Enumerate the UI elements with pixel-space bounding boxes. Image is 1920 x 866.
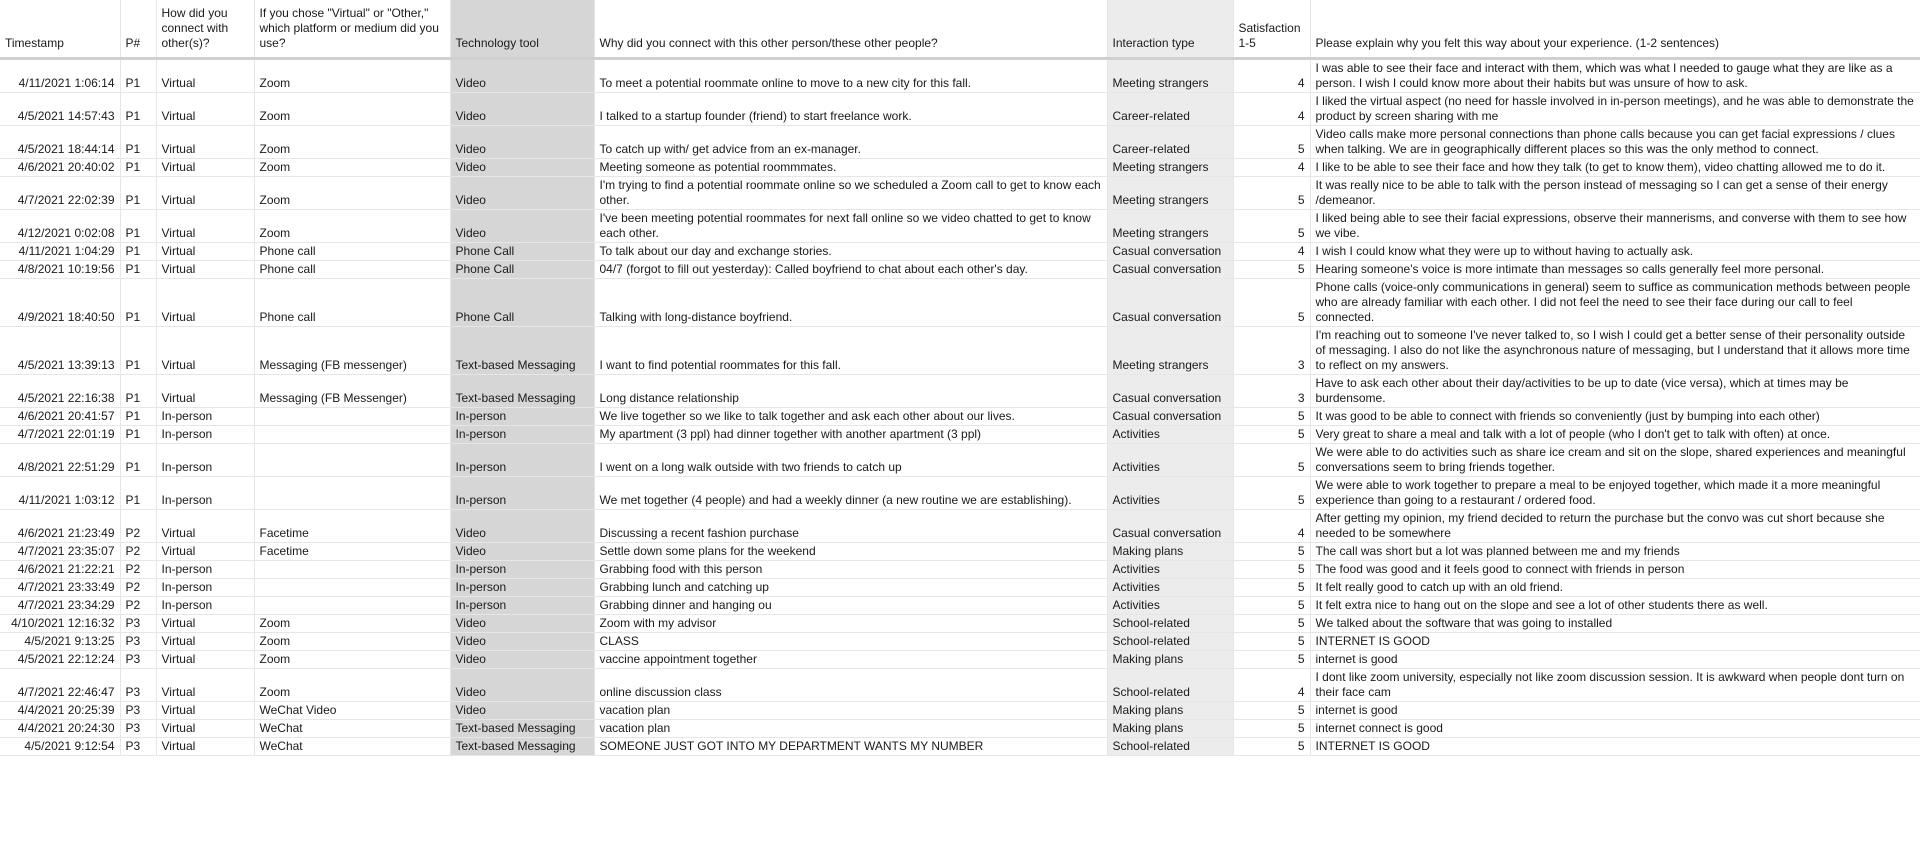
- cell-explain[interactable]: Video calls make more personal connections than phone calls because you can get facial expressions / clues when talking. We are in geographically different places so this was the only method to connect.: [1310, 126, 1920, 159]
- cell-timestamp[interactable]: 4/7/2021 22:02:39: [0, 177, 120, 210]
- table-row: [0, 444, 1920, 477]
- cell-interaction[interactable]: Casual conversation: [1107, 279, 1233, 327]
- header-timestamp[interactable]: Timestamp: [0, 0, 120, 59]
- cell-how[interactable]: Virtual: [156, 510, 254, 543]
- cell-satisfaction[interactable]: 4: [1233, 159, 1310, 177]
- table-row: [0, 126, 1920, 159]
- cell-tool[interactable]: In-person: [450, 444, 594, 477]
- table-row: [0, 633, 1920, 651]
- cell-participant[interactable]: P1: [120, 261, 156, 279]
- cell-why[interactable]: We met together (4 people) and had a weekly dinner (a new routine we are establishing).: [594, 477, 1107, 510]
- cell-how[interactable]: Virtual: [156, 633, 254, 651]
- cell-timestamp[interactable]: 4/8/2021 10:19:56: [0, 261, 120, 279]
- cell-how[interactable]: Virtual: [156, 651, 254, 669]
- cell-timestamp[interactable]: 4/5/2021 22:16:38: [0, 375, 120, 408]
- cell-participant[interactable]: P1: [120, 375, 156, 408]
- cell-how[interactable]: In-person: [156, 561, 254, 579]
- cell-participant[interactable]: P2: [120, 510, 156, 543]
- table-row: [0, 615, 1920, 633]
- cell-how[interactable]: Virtual: [156, 126, 254, 159]
- cell-satisfaction[interactable]: 4: [1233, 59, 1310, 93]
- cell-timestamp[interactable]: 4/11/2021 1:06:14: [0, 59, 120, 93]
- table-row: [0, 597, 1920, 615]
- cell-platform[interactable]: [254, 477, 450, 510]
- cell-how[interactable]: Virtual: [156, 243, 254, 261]
- cell-interaction[interactable]: Meeting strangers: [1107, 159, 1233, 177]
- cell-satisfaction[interactable]: 5: [1233, 543, 1310, 561]
- cell-explain[interactable]: I wish I could know what they were up to without having to actually ask.: [1310, 243, 1920, 261]
- cell-participant[interactable]: P1: [120, 177, 156, 210]
- cell-timestamp[interactable]: 4/4/2021 20:25:39: [0, 702, 120, 720]
- cell-timestamp[interactable]: 4/11/2021 1:04:29: [0, 243, 120, 261]
- cell-explain[interactable]: It felt really good to catch up with an old friend.: [1310, 579, 1920, 597]
- cell-how[interactable]: Virtual: [156, 279, 254, 327]
- cell-satisfaction[interactable]: 4: [1233, 243, 1310, 261]
- header-explain[interactable]: Please explain why you felt this way about your experience. (1-2 sentences): [1310, 0, 1920, 59]
- cell-why[interactable]: vacation plan: [594, 720, 1107, 738]
- cell-participant[interactable]: P1: [120, 426, 156, 444]
- cell-participant[interactable]: P1: [120, 444, 156, 477]
- cell-satisfaction[interactable]: 5: [1233, 633, 1310, 651]
- cell-platform[interactable]: [254, 561, 450, 579]
- cell-interaction[interactable]: Activities: [1107, 561, 1233, 579]
- cell-platform[interactable]: Messaging (FB messenger): [254, 327, 450, 375]
- cell-tool[interactable]: Video: [450, 669, 594, 702]
- cell-explain[interactable]: It was good to be able to connect with friends so conveniently (just by bumping into each other): [1310, 408, 1920, 426]
- cell-satisfaction[interactable]: 5: [1233, 279, 1310, 327]
- cell-interaction[interactable]: Making plans: [1107, 543, 1233, 561]
- header-platform[interactable]: If you chose "Virtual" or "Other," which platform or medium did you use?: [254, 0, 450, 59]
- cell-interaction[interactable]: Casual conversation: [1107, 375, 1233, 408]
- cell-interaction[interactable]: Meeting strangers: [1107, 59, 1233, 93]
- cell-how[interactable]: Virtual: [156, 177, 254, 210]
- table-row: [0, 279, 1920, 327]
- table-row: [0, 375, 1920, 408]
- cell-participant[interactable]: P3: [120, 720, 156, 738]
- cell-satisfaction[interactable]: 5: [1233, 444, 1310, 477]
- cell-timestamp[interactable]: 4/7/2021 23:34:29: [0, 597, 120, 615]
- cell-participant[interactable]: P3: [120, 738, 156, 756]
- cell-interaction[interactable]: School-related: [1107, 615, 1233, 633]
- cell-satisfaction[interactable]: 5: [1233, 615, 1310, 633]
- cell-satisfaction[interactable]: 3: [1233, 327, 1310, 375]
- cell-participant[interactable]: P3: [120, 669, 156, 702]
- table-row: [0, 543, 1920, 561]
- cell-satisfaction[interactable]: 4: [1233, 669, 1310, 702]
- cell-why[interactable]: online discussion class: [594, 669, 1107, 702]
- cell-satisfaction[interactable]: 5: [1233, 579, 1310, 597]
- cell-timestamp[interactable]: 4/8/2021 22:51:29: [0, 444, 120, 477]
- cell-participant[interactable]: P2: [120, 543, 156, 561]
- cell-platform[interactable]: Zoom: [254, 210, 450, 243]
- cell-interaction[interactable]: Activities: [1107, 444, 1233, 477]
- cell-explain[interactable]: I liked the virtual aspect (no need for hassle involved in in-person meetings), and he was able to demonstrate the product by screen sharing with me: [1310, 93, 1920, 126]
- cell-satisfaction[interactable]: 5: [1233, 177, 1310, 210]
- cell-timestamp[interactable]: 4/10/2021 12:16:32: [0, 615, 120, 633]
- header-participant[interactable]: P#: [120, 0, 156, 59]
- cell-timestamp[interactable]: 4/5/2021 22:12:24: [0, 651, 120, 669]
- table-row: [0, 408, 1920, 426]
- table-row: [0, 579, 1920, 597]
- cell-why[interactable]: I went on a long walk outside with two friends to catch up: [594, 444, 1107, 477]
- cell-how[interactable]: Virtual: [156, 738, 254, 756]
- cell-how[interactable]: Virtual: [156, 669, 254, 702]
- cell-tool[interactable]: Video: [450, 510, 594, 543]
- cell-tool[interactable]: In-person: [450, 597, 594, 615]
- cell-satisfaction[interactable]: 3: [1233, 375, 1310, 408]
- cell-timestamp[interactable]: 4/6/2021 21:23:49: [0, 510, 120, 543]
- cell-how[interactable]: In-person: [156, 426, 254, 444]
- cell-interaction[interactable]: Making plans: [1107, 702, 1233, 720]
- cell-interaction[interactable]: Activities: [1107, 579, 1233, 597]
- table-row: [0, 210, 1920, 243]
- cell-interaction[interactable]: Career-related: [1107, 126, 1233, 159]
- cell-how[interactable]: Virtual: [156, 159, 254, 177]
- table-row: [0, 243, 1920, 261]
- cell-platform[interactable]: Zoom: [254, 59, 450, 93]
- cell-platform[interactable]: Zoom: [254, 93, 450, 126]
- cell-why[interactable]: Grabbing lunch and catching up: [594, 579, 1107, 597]
- cell-participant[interactable]: P2: [120, 579, 156, 597]
- cell-how[interactable]: Virtual: [156, 702, 254, 720]
- cell-platform[interactable]: Zoom: [254, 669, 450, 702]
- cell-timestamp[interactable]: 4/6/2021 21:22:21: [0, 561, 120, 579]
- cell-explain[interactable]: I dont like zoom university, especially not like zoom discussion session. It is awkward when people dont turn on their face cam: [1310, 669, 1920, 702]
- cell-how[interactable]: Virtual: [156, 720, 254, 738]
- cell-participant[interactable]: P1: [120, 210, 156, 243]
- cell-why[interactable]: CLASS: [594, 633, 1107, 651]
- cell-how[interactable]: In-person: [156, 444, 254, 477]
- cell-why[interactable]: Settle down some plans for the weekend: [594, 543, 1107, 561]
- cell-satisfaction[interactable]: 5: [1233, 477, 1310, 510]
- cell-participant[interactable]: P3: [120, 633, 156, 651]
- cell-interaction[interactable]: Casual conversation: [1107, 510, 1233, 543]
- cell-explain[interactable]: We were able to work together to prepare a meal to be enjoyed together, which made it a more meaningful experience than going to a restaurant / ordered food.: [1310, 477, 1920, 510]
- cell-tool[interactable]: Video: [450, 210, 594, 243]
- cell-why[interactable]: I've been meeting potential roommates for next fall online so we video chatted to get to know each other.: [594, 210, 1107, 243]
- cell-tool[interactable]: Video: [450, 633, 594, 651]
- cell-explain[interactable]: INTERNET IS GOOD: [1310, 738, 1920, 756]
- cell-tool[interactable]: Phone Call: [450, 261, 594, 279]
- cell-why[interactable]: Zoom with my advisor: [594, 615, 1107, 633]
- cell-platform[interactable]: Zoom: [254, 159, 450, 177]
- table-row: [0, 510, 1920, 543]
- cell-how[interactable]: In-person: [156, 408, 254, 426]
- cell-platform[interactable]: [254, 444, 450, 477]
- cell-timestamp[interactable]: 4/6/2021 20:41:57: [0, 408, 120, 426]
- cell-how[interactable]: Virtual: [156, 327, 254, 375]
- cell-tool[interactable]: Text-based Messaging: [450, 720, 594, 738]
- cell-why[interactable]: Talking with long-distance boyfriend.: [594, 279, 1107, 327]
- cell-interaction[interactable]: Making plans: [1107, 720, 1233, 738]
- cell-explain[interactable]: Hearing someone's voice is more intimate than messages so calls generally feel more personal.: [1310, 261, 1920, 279]
- cell-platform[interactable]: [254, 426, 450, 444]
- cell-tool[interactable]: Video: [450, 59, 594, 93]
- cell-how[interactable]: Virtual: [156, 543, 254, 561]
- cell-why[interactable]: To catch up with/ get advice from an ex-manager.: [594, 126, 1107, 159]
- cell-explain[interactable]: I was able to see their face and interact with them, which was what I needed to gauge what they are like as a person. I wish I could know more about their habits but was unsure of how to ask.: [1310, 59, 1920, 93]
- cell-how[interactable]: Virtual: [156, 210, 254, 243]
- cell-timestamp[interactable]: 4/11/2021 1:03:12: [0, 477, 120, 510]
- cell-platform[interactable]: [254, 408, 450, 426]
- cell-why[interactable]: SOMEONE JUST GOT INTO MY DEPARTMENT WANTS MY NUMBER: [594, 738, 1107, 756]
- cell-timestamp[interactable]: 4/5/2021 14:57:43: [0, 93, 120, 126]
- table-row: [0, 426, 1920, 444]
- cell-satisfaction[interactable]: 5: [1233, 702, 1310, 720]
- table-row: [0, 159, 1920, 177]
- cell-explain[interactable]: Have to ask each other about their day/activities to be up to date (vice versa), which at times may be burdensome.: [1310, 375, 1920, 408]
- cell-explain[interactable]: I like to be able to see their face and how they talk (to get to know them), video chatting allowed me to do it.: [1310, 159, 1920, 177]
- cell-tool[interactable]: Video: [450, 177, 594, 210]
- cell-why[interactable]: Discussing a recent fashion purchase: [594, 510, 1107, 543]
- table-row: [0, 261, 1920, 279]
- cell-participant[interactable]: P1: [120, 59, 156, 93]
- table-row: [0, 669, 1920, 702]
- cell-explain[interactable]: We talked about the software that was going to installed: [1310, 615, 1920, 633]
- cell-tool[interactable]: In-person: [450, 579, 594, 597]
- cell-how[interactable]: In-person: [156, 579, 254, 597]
- cell-participant[interactable]: P3: [120, 702, 156, 720]
- header-interaction[interactable]: Interaction type: [1107, 0, 1233, 59]
- cell-satisfaction[interactable]: 5: [1233, 651, 1310, 669]
- cell-participant[interactable]: P1: [120, 279, 156, 327]
- cell-platform[interactable]: Phone call: [254, 261, 450, 279]
- cell-timestamp[interactable]: 4/9/2021 18:40:50: [0, 279, 120, 327]
- cell-participant[interactable]: P1: [120, 93, 156, 126]
- cell-timestamp[interactable]: 4/7/2021 22:01:19: [0, 426, 120, 444]
- cell-satisfaction[interactable]: 5: [1233, 720, 1310, 738]
- cell-platform[interactable]: WeChat Video: [254, 702, 450, 720]
- cell-why[interactable]: My apartment (3 ppl) had dinner together with another apartment (3 ppl): [594, 426, 1107, 444]
- cell-how[interactable]: Virtual: [156, 59, 254, 93]
- cell-platform[interactable]: Zoom: [254, 615, 450, 633]
- cell-platform[interactable]: Phone call: [254, 243, 450, 261]
- cell-timestamp[interactable]: 4/12/2021 0:02:08: [0, 210, 120, 243]
- cell-timestamp[interactable]: 4/5/2021 13:39:13: [0, 327, 120, 375]
- cell-timestamp[interactable]: 4/6/2021 20:40:02: [0, 159, 120, 177]
- cell-explain[interactable]: Very great to share a meal and talk with a lot of people (who I don't get to talk with often) at once.: [1310, 426, 1920, 444]
- cell-platform[interactable]: WeChat: [254, 738, 450, 756]
- table-row: [0, 477, 1920, 510]
- cell-participant[interactable]: P1: [120, 243, 156, 261]
- cell-satisfaction[interactable]: 5: [1233, 561, 1310, 579]
- table-row: [0, 738, 1920, 756]
- cell-why[interactable]: We live together so we like to talk together and ask each other about our lives.: [594, 408, 1107, 426]
- cell-timestamp[interactable]: 4/5/2021 9:12:54: [0, 738, 120, 756]
- cell-why[interactable]: Grabbing food with this person: [594, 561, 1107, 579]
- cell-timestamp[interactable]: 4/5/2021 9:13:25: [0, 633, 120, 651]
- table-row: [0, 651, 1920, 669]
- cell-platform[interactable]: Zoom: [254, 651, 450, 669]
- cell-timestamp[interactable]: 4/5/2021 18:44:14: [0, 126, 120, 159]
- cell-explain[interactable]: The food was good and it feels good to connect with friends in person: [1310, 561, 1920, 579]
- cell-platform[interactable]: Phone call: [254, 279, 450, 327]
- cell-interaction[interactable]: Activities: [1107, 477, 1233, 510]
- cell-participant[interactable]: P1: [120, 126, 156, 159]
- cell-participant[interactable]: P1: [120, 477, 156, 510]
- cell-satisfaction[interactable]: 4: [1233, 510, 1310, 543]
- cell-why[interactable]: Long distance relationship: [594, 375, 1107, 408]
- cell-how[interactable]: In-person: [156, 597, 254, 615]
- cell-satisfaction[interactable]: 5: [1233, 408, 1310, 426]
- cell-tool[interactable]: Video: [450, 702, 594, 720]
- table-row: [0, 702, 1920, 720]
- cell-platform[interactable]: [254, 579, 450, 597]
- cell-why[interactable]: To meet a potential roommate online to move to a new city for this fall.: [594, 59, 1107, 93]
- cell-tool[interactable]: Video: [450, 126, 594, 159]
- cell-platform[interactable]: Zoom: [254, 177, 450, 210]
- cell-why[interactable]: Meeting someone as potential roommmates.: [594, 159, 1107, 177]
- cell-explain[interactable]: internet connect is good: [1310, 720, 1920, 738]
- table-row: [0, 327, 1920, 375]
- cell-explain[interactable]: We were able to do activities such as share ice cream and sit on the slope, shared experiences and meaningful conversations seem to bring friends together.: [1310, 444, 1920, 477]
- cell-interaction[interactable]: Casual conversation: [1107, 408, 1233, 426]
- cell-platform[interactable]: Messaging (FB Messenger): [254, 375, 450, 408]
- cell-tool[interactable]: Text-based Messaging: [450, 738, 594, 756]
- cell-timestamp[interactable]: 4/4/2021 20:24:30: [0, 720, 120, 738]
- cell-participant[interactable]: P1: [120, 159, 156, 177]
- cell-explain[interactable]: It felt extra nice to hang out on the slope and see a lot of other students there as well.: [1310, 597, 1920, 615]
- cell-tool[interactable]: Phone Call: [450, 279, 594, 327]
- cell-interaction[interactable]: Meeting strangers: [1107, 210, 1233, 243]
- cell-platform[interactable]: Facetime: [254, 510, 450, 543]
- cell-interaction[interactable]: Making plans: [1107, 651, 1233, 669]
- cell-interaction[interactable]: Activities: [1107, 597, 1233, 615]
- cell-tool[interactable]: In-person: [450, 408, 594, 426]
- cell-explain[interactable]: I liked being able to see their facial expressions, observe their mannerisms, and converse with them to see how we vibe.: [1310, 210, 1920, 243]
- cell-satisfaction[interactable]: 5: [1233, 210, 1310, 243]
- cell-tool[interactable]: Video: [450, 159, 594, 177]
- cell-tool[interactable]: Video: [450, 651, 594, 669]
- cell-satisfaction[interactable]: 5: [1233, 126, 1310, 159]
- cell-explain[interactable]: internet is good: [1310, 702, 1920, 720]
- cell-participant[interactable]: P1: [120, 327, 156, 375]
- table-body: [0, 59, 1920, 756]
- cell-satisfaction[interactable]: 5: [1233, 261, 1310, 279]
- cell-participant[interactable]: P2: [120, 597, 156, 615]
- cell-timestamp[interactable]: 4/7/2021 22:46:47: [0, 669, 120, 702]
- header-how[interactable]: How did you connect with other(s)?: [156, 0, 254, 59]
- cell-why[interactable]: I'm trying to find a potential roommate online so we scheduled a Zoom call to get to know each other.: [594, 177, 1107, 210]
- cell-why[interactable]: Grabbing dinner and hanging ou: [594, 597, 1107, 615]
- table-row: [0, 561, 1920, 579]
- cell-interaction[interactable]: Casual conversation: [1107, 243, 1233, 261]
- cell-timestamp[interactable]: 4/7/2021 23:35:07: [0, 543, 120, 561]
- cell-tool[interactable]: Video: [450, 543, 594, 561]
- cell-tool[interactable]: Text-based Messaging: [450, 327, 594, 375]
- cell-how[interactable]: In-person: [156, 477, 254, 510]
- cell-tool[interactable]: Text-based Messaging: [450, 375, 594, 408]
- header-satisfaction[interactable]: Satisfaction 1-5: [1233, 0, 1310, 59]
- cell-interaction[interactable]: Activities: [1107, 426, 1233, 444]
- cell-participant[interactable]: P3: [120, 651, 156, 669]
- cell-satisfaction[interactable]: 5: [1233, 597, 1310, 615]
- cell-platform[interactable]: [254, 597, 450, 615]
- cell-participant[interactable]: P3: [120, 615, 156, 633]
- cell-tool[interactable]: In-person: [450, 477, 594, 510]
- cell-explain[interactable]: The call was short but a lot was planned between me and my friends: [1310, 543, 1920, 561]
- cell-interaction[interactable]: Meeting strangers: [1107, 177, 1233, 210]
- header-why[interactable]: Why did you connect with this other person/these other people?: [594, 0, 1107, 59]
- cell-why[interactable]: To talk about our day and exchange stories.: [594, 243, 1107, 261]
- cell-how[interactable]: Virtual: [156, 93, 254, 126]
- cell-satisfaction[interactable]: 4: [1233, 93, 1310, 126]
- cell-explain[interactable]: I'm reaching out to someone I've never talked to, so I wish I could get a better sense of their personality outside of messaging. I also do not like the asynchronous nature of messaging, but I understand that it allows more time to reflect on my answers.: [1310, 327, 1920, 375]
- cell-interaction[interactable]: School-related: [1107, 633, 1233, 651]
- cell-explain[interactable]: After getting my opinion, my friend decided to return the purchase but the convo was cut short because she needed to be somewhere: [1310, 510, 1920, 543]
- cell-how[interactable]: Virtual: [156, 261, 254, 279]
- cell-explain[interactable]: It was really nice to be able to talk with the person instead of messaging so I can get a sense of their energy /demeanor.: [1310, 177, 1920, 210]
- cell-interaction[interactable]: Career-related: [1107, 93, 1233, 126]
- header-tool[interactable]: Technology tool: [450, 0, 594, 59]
- cell-why[interactable]: vacation plan: [594, 702, 1107, 720]
- cell-why[interactable]: I want to find potential roommates for this fall.: [594, 327, 1107, 375]
- header-row: [0, 0, 1920, 59]
- cell-tool[interactable]: Video: [450, 93, 594, 126]
- cell-explain[interactable]: Phone calls (voice-only communications in general) seem to suffice as communication methods between people who are already familiar with each other. I did not feel the need to see their face during our call to feel connected.: [1310, 279, 1920, 327]
- cell-interaction[interactable]: School-related: [1107, 669, 1233, 702]
- table-row: [0, 720, 1920, 738]
- cell-participant[interactable]: P2: [120, 561, 156, 579]
- cell-platform[interactable]: Zoom: [254, 633, 450, 651]
- cell-why[interactable]: 04/7 (forgot to fill out yesterday): Called boyfriend to chat about each other's day.: [594, 261, 1107, 279]
- cell-timestamp[interactable]: 4/7/2021 23:33:49: [0, 579, 120, 597]
- cell-explain[interactable]: INTERNET IS GOOD: [1310, 633, 1920, 651]
- cell-tool[interactable]: Phone Call: [450, 243, 594, 261]
- table-row: [0, 177, 1920, 210]
- cell-platform[interactable]: Facetime: [254, 543, 450, 561]
- cell-platform[interactable]: Zoom: [254, 126, 450, 159]
- cell-interaction[interactable]: Casual conversation: [1107, 261, 1233, 279]
- cell-satisfaction[interactable]: 5: [1233, 426, 1310, 444]
- cell-explain[interactable]: internet is good: [1310, 651, 1920, 669]
- cell-platform[interactable]: WeChat: [254, 720, 450, 738]
- cell-tool[interactable]: Video: [450, 615, 594, 633]
- table-row: [0, 59, 1920, 93]
- cell-how[interactable]: Virtual: [156, 615, 254, 633]
- table-row: [0, 93, 1920, 126]
- cell-tool[interactable]: In-person: [450, 561, 594, 579]
- cell-interaction[interactable]: School-related: [1107, 738, 1233, 756]
- cell-tool[interactable]: In-person: [450, 426, 594, 444]
- cell-why[interactable]: I talked to a startup founder (friend) to start freelance work.: [594, 93, 1107, 126]
- cell-participant[interactable]: P1: [120, 408, 156, 426]
- cell-why[interactable]: vaccine appointment together: [594, 651, 1107, 669]
- cell-how[interactable]: Virtual: [156, 375, 254, 408]
- cell-interaction[interactable]: Meeting strangers: [1107, 327, 1233, 375]
- cell-satisfaction[interactable]: 5: [1233, 738, 1310, 756]
